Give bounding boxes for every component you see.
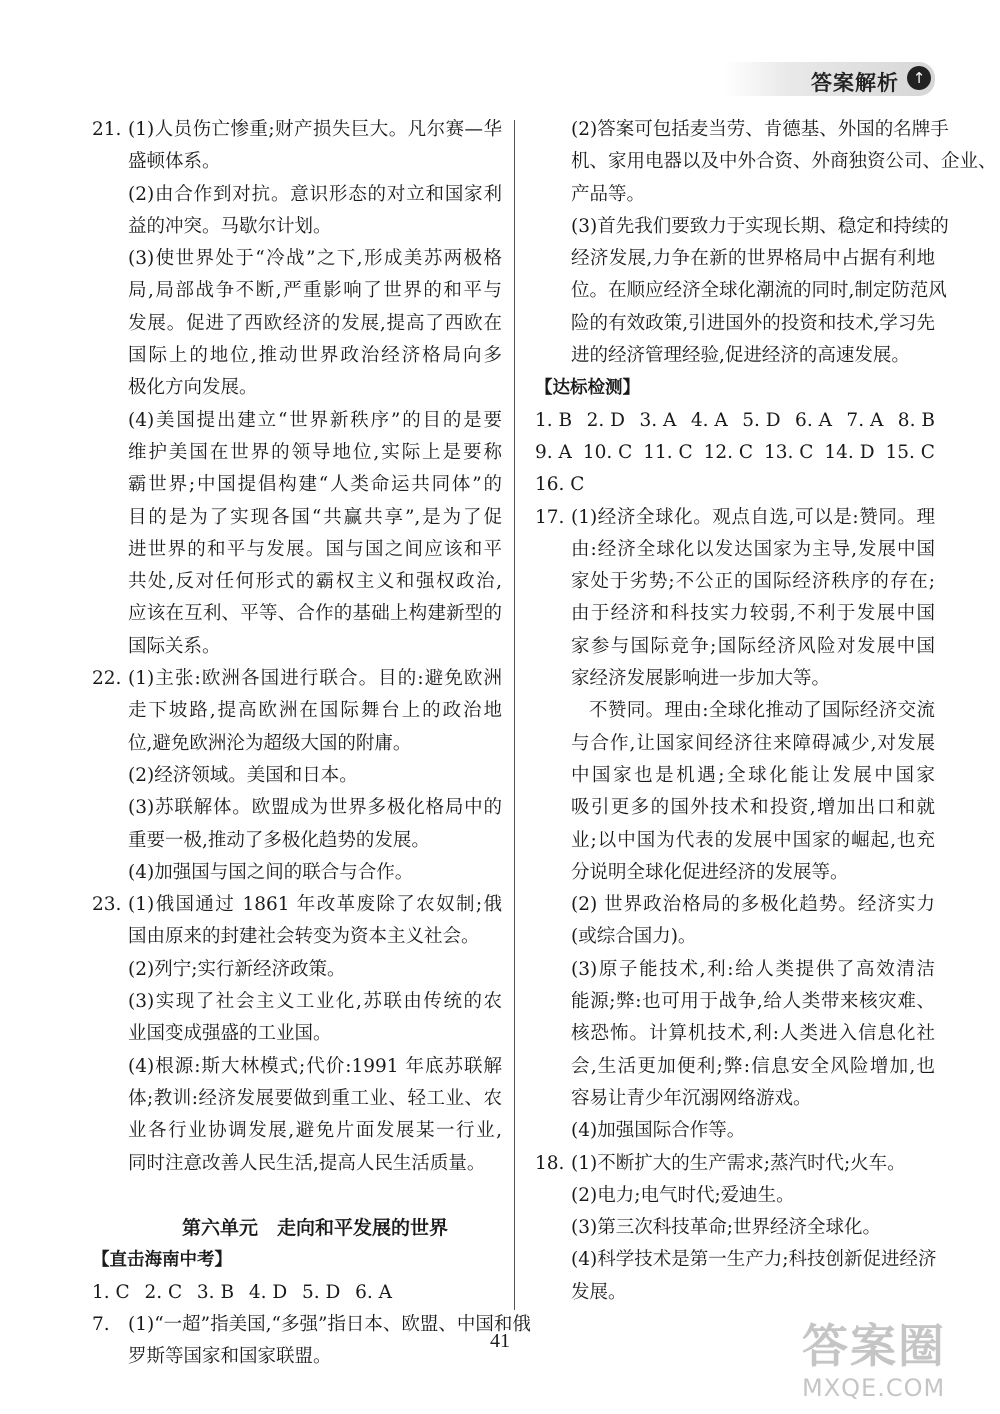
answer-line [535, 1148, 935, 1180]
question-number: 21. [92, 119, 122, 140]
question-number: 22. [92, 668, 122, 690]
answer-line [92, 179, 502, 211]
question-number: 18. [535, 1152, 565, 1174]
answer-text: 由:经济全球化以发达国家为主导,发展中国 [571, 538, 935, 560]
answer-line [535, 1277, 935, 1309]
answer-text: (3)苏联解体。欧盟成为世界多极化格局中的 [128, 797, 502, 819]
answer-text: (4)科学技术是第一生产力;科技创新促进经济 [571, 1249, 937, 1271]
answer-text: 会,生活更加便利;弊:信息安全风险增加,也 [571, 1055, 935, 1077]
choice-answer: 7. A [846, 409, 884, 431]
answer-text: (1)不断扩大的生产需求;蒸汽时代;火车。 [571, 1152, 906, 1174]
answer-text: 与合作,让国家间经济往来障碍减少,对发展 [571, 732, 935, 754]
answer-text: 分说明全球化促进经济的发展等。 [571, 861, 849, 883]
answer-line [92, 566, 502, 598]
choice-answer: 2. C [144, 1281, 183, 1303]
answer-line [92, 825, 502, 857]
answer-line [535, 275, 947, 307]
answer-text: 国由原来的封建社会转变为资本主义社会。 [128, 926, 480, 948]
answer-line [535, 243, 935, 275]
choice-answer: 1. C [92, 1281, 130, 1303]
answer-text: 家参与国际竞争;国际经济风险对发展中国 [571, 635, 935, 657]
answer-text: 盛顿体系。 [128, 151, 221, 173]
answer-line [92, 405, 502, 437]
question-number: 17. [535, 506, 565, 528]
answer-line [92, 534, 502, 566]
answer-text: 发展。促进了西欧经济的发展,提高了西欧在 [128, 312, 502, 334]
answer-line [92, 243, 502, 275]
answer-line [535, 921, 935, 953]
answer-text: (4)美国提出建立“世界新秩序”的目的是要 [128, 409, 502, 431]
unit-title: 第六单元 走向和平发展的世界 [181, 1217, 448, 1240]
answer-text: 走下坡路,提高欧洲在国际舞台上的政治地 [128, 700, 502, 722]
answer-line [535, 598, 935, 630]
answer-line [92, 1018, 502, 1050]
answer-text: 霸世界;中国提倡构建“人类命运共同体”的 [128, 474, 502, 496]
answer-line [535, 728, 935, 760]
choice-answer: 14. D [824, 441, 875, 463]
header-banner [725, 62, 935, 96]
answer-line [535, 695, 935, 727]
answer-text: (3)原子能技术,利:给人类提供了高效清洁 [571, 958, 935, 980]
choice-answer: 6. A [795, 409, 832, 431]
answer-line [535, 502, 935, 534]
right-column [535, 114, 997, 1309]
answer-text: (1)俄国通过 1861 年改革废除了农奴制;俄 [128, 894, 502, 916]
answer-line [92, 792, 502, 824]
answer-line [92, 1148, 502, 1180]
dabiao-answer-row-3 [535, 469, 935, 501]
answer-line [535, 663, 935, 695]
answer-line [535, 889, 935, 921]
answer-text: (4)加强国际合作等。 [571, 1120, 746, 1142]
answer-text: 产品等。 [571, 183, 646, 205]
answer-text: 共处,反对任何形式的霸权主义和强权政治, [128, 571, 502, 593]
dabiao-answer-row-2 [535, 437, 935, 469]
answer-line [535, 179, 935, 211]
answer-text: 位,避免欧洲沦为超级大国的附庸。 [128, 732, 412, 754]
answer-line [92, 598, 502, 630]
answer-text: 家经济发展影响进一步加大等。 [571, 668, 831, 690]
answer-line [535, 1018, 935, 1050]
answer-line [92, 760, 502, 792]
answer-text: 重要一极,推动了多极化趋势的发展。 [128, 829, 430, 851]
answer-text: 极化方向发展。 [128, 377, 258, 399]
answer-line [92, 954, 502, 986]
answer-text: 业国变成强盛的工业国。 [128, 1023, 332, 1045]
answer-text: 同时注意改善人民生活,提高人民生活质量。 [128, 1152, 486, 1174]
answer-text: 家处于劣势;不公正的国际经济秩序的存在; [571, 571, 935, 593]
answer-text: 业各行业协调发展,避免片面发展某一行业, [128, 1120, 502, 1142]
answer-line [535, 566, 935, 598]
answer-line [535, 534, 935, 566]
answer-line [535, 146, 997, 178]
answer-line [92, 986, 502, 1018]
answer-line [535, 1115, 935, 1147]
answer-text: 应该在互利、平等、合作的基础上构建新型的 [128, 603, 502, 625]
answer-text: (2)答案可包括麦当劳、肯德基、外国的名牌手 [571, 119, 949, 140]
answer-line [92, 275, 502, 307]
watermark-logo [802, 1318, 992, 1406]
answer-line [535, 792, 935, 824]
answer-line [92, 631, 502, 663]
answer-line [535, 114, 949, 146]
watermark-line2: MXQE.COM [802, 1374, 946, 1402]
right-answer-lines [535, 114, 997, 372]
answer-line [535, 1180, 935, 1212]
choice-answer: 13. C [764, 441, 814, 463]
answer-line [535, 1051, 935, 1083]
choice-answer: 2. D [586, 409, 625, 431]
answer-line [92, 211, 502, 243]
answer-text: 进的经济管理经验,促进经济的高速发展。 [571, 345, 910, 367]
choice-answer: 9. A [535, 441, 572, 463]
choice-answer: 15. C [885, 441, 935, 463]
answer-line [92, 663, 502, 695]
answer-text: 机、家用电器以及中外合资、外商独资公司、企业、 [571, 151, 997, 173]
answer-text: (3)首先我们要致力于实现长期、稳定和持续的 [571, 215, 949, 237]
answer-text: (1)经济全球化。观点自选,可以是:赞同。理 [571, 506, 935, 528]
answer-line [535, 825, 935, 857]
section-heading-dabiao: 【达标检测】 [535, 378, 640, 399]
up-arrow-circle-icon: ↑ [907, 66, 931, 90]
answer-text: 益的冲突。马歇尔计划。 [128, 215, 332, 237]
answer-line [92, 1115, 502, 1147]
answer-line [92, 437, 502, 469]
answer-text: 由于经济和科技实力较弱,不利于发展中国 [571, 603, 935, 625]
choice-answer: 6. A [355, 1281, 392, 1303]
left-column [92, 114, 531, 1374]
answer-line [92, 469, 502, 501]
choice-answer: 5. D [301, 1281, 341, 1303]
answer-text: (4)根源:斯大林模式;代价:1991 年底苏联解 [128, 1055, 502, 1077]
dabiao-answer-row-1 [535, 405, 935, 437]
answer-line [92, 857, 502, 889]
answer-line [92, 340, 502, 372]
answer-text: (1)主张:欧洲各国进行联合。目的:避免欧洲 [128, 668, 502, 690]
section-heading-haikou: 【直击海南中考】 [92, 1250, 232, 1271]
right-tail-lines [535, 502, 935, 1309]
answer-text: 进世界的和平与发展。国与国之间应该和平 [128, 538, 502, 560]
answer-text: (3)实现了社会主义工业化,苏联由传统的农 [128, 991, 502, 1013]
answer-text: 核恐怖。计算机技术,利:人类进入信息化社 [571, 1023, 935, 1045]
answer-text: (3)使世界处于“冷战”之下,形成美苏两极格 [128, 248, 502, 270]
choice-answer: 12. C [703, 441, 754, 463]
answer-text: 体;教训:经济发展要做到重工业、轻工业、农 [128, 1087, 502, 1109]
answer-text: 国际关系。 [128, 635, 221, 657]
question-number: 23. [92, 894, 122, 916]
answer-text: 不赞同。理由:全球化推动了国际经济交流 [589, 700, 935, 722]
answer-line [92, 1083, 502, 1115]
answer-text: 经济发展,力争在新的世界格局中占据有利地 [571, 248, 935, 270]
answer-line [92, 889, 502, 921]
answer-line [92, 308, 502, 340]
answer-line [535, 954, 935, 986]
column-divider [514, 120, 515, 1310]
choice-answer: 4. A [690, 409, 728, 431]
answer-line [92, 728, 502, 760]
answer-text: (4)加强国与国之间的联合与合作。 [128, 861, 414, 883]
answer-line [535, 857, 935, 889]
answer-text: (3)第三次科技革命;世界经济全球化。 [571, 1217, 881, 1239]
answer-text: 容易让青少年沉溺网络游戏。 [571, 1087, 812, 1109]
left-answer-lines [92, 114, 502, 1180]
answer-line [92, 146, 502, 178]
answer-text: 局,局部战争不断,严重影响了世界的和平与 [128, 280, 502, 302]
answer-text: 险的有效政策,引进国外的投资和技术,学习先 [571, 312, 935, 334]
answer-text: (1)人员伤亡惨重;财产损失巨大。凡尔赛—华 [128, 119, 502, 140]
answer-line [535, 986, 935, 1018]
header-title: 答案解析 [811, 71, 899, 95]
answer-text: (2)由合作到对抗。意识形态的对立和国家利 [128, 183, 502, 205]
answer-line [535, 1212, 935, 1244]
answer-text: 吸引更多的国外技术和投资,增加出口和就 [571, 797, 935, 819]
answer-line [92, 114, 502, 146]
choice-answer: 8. B [897, 409, 935, 431]
answer-line [92, 695, 502, 727]
answer-text: 能源;弊:也可用于战争,给人类带来核灾难、 [571, 991, 935, 1013]
watermark-line1: 答案圈 [802, 1319, 946, 1373]
answer-text: (1)“一超”指美国,“多强”指日本、欧盟、中国和俄 [128, 1313, 531, 1335]
answer-line [535, 340, 935, 372]
answer-line [92, 1051, 502, 1083]
choice-answer: 3. A [639, 409, 677, 431]
page-number: 41 [490, 1330, 510, 1352]
question-number: 7. [92, 1313, 110, 1335]
answer-text: 维护美国在世界的领导地位,实际上是要称 [128, 441, 502, 463]
choice-answer: 1. B [535, 409, 573, 431]
answer-line [92, 502, 502, 534]
answer-line [92, 921, 502, 953]
answer-line [535, 211, 949, 243]
choice-answer: 10. C [582, 441, 633, 463]
answer-text: (2)电力;电气时代;爱迪生。 [571, 1184, 795, 1206]
answer-text: (2)列宁;实行新经济政策。 [128, 958, 346, 980]
choice-answer: 5. D [742, 409, 781, 431]
answer-text: (或综合国力)。 [571, 926, 697, 948]
answer-line [535, 1244, 935, 1276]
choice-answer: 11. C [643, 441, 693, 463]
answer-text: 位。在顺应经济全球化潮流的同时,制定防范风 [571, 280, 947, 302]
choice-answer: 4. D [248, 1281, 288, 1303]
answer-text: (2) 世界政治格局的多极化趋势。经济实力 [571, 894, 935, 916]
answer-text: 目的是为了实现各国“共赢共享”,是为了促 [128, 506, 502, 528]
answer-line [535, 308, 935, 340]
haikou-answer-row [92, 1277, 392, 1309]
answer-text: (2)经济领域。美国和日本。 [128, 764, 358, 786]
choice-answer: 3. B [196, 1281, 235, 1303]
answer-line [535, 760, 935, 792]
answer-line [92, 372, 502, 404]
answer-text: 中国家也是机遇;全球化能让发展中国家 [571, 764, 935, 786]
answer-line [535, 631, 935, 663]
answer-text: 国际上的地位,推动世界政治经济格局向多 [128, 345, 502, 367]
answer-text: 发展。 [571, 1281, 627, 1303]
answer-line [535, 1083, 935, 1115]
answer-text: 业;以中国为代表的发展中国家的崛起,也充 [571, 829, 935, 851]
answer-text: 罗斯等国家和国家联盟。 [128, 1346, 332, 1368]
choice-answer: 16. C [535, 474, 585, 496]
